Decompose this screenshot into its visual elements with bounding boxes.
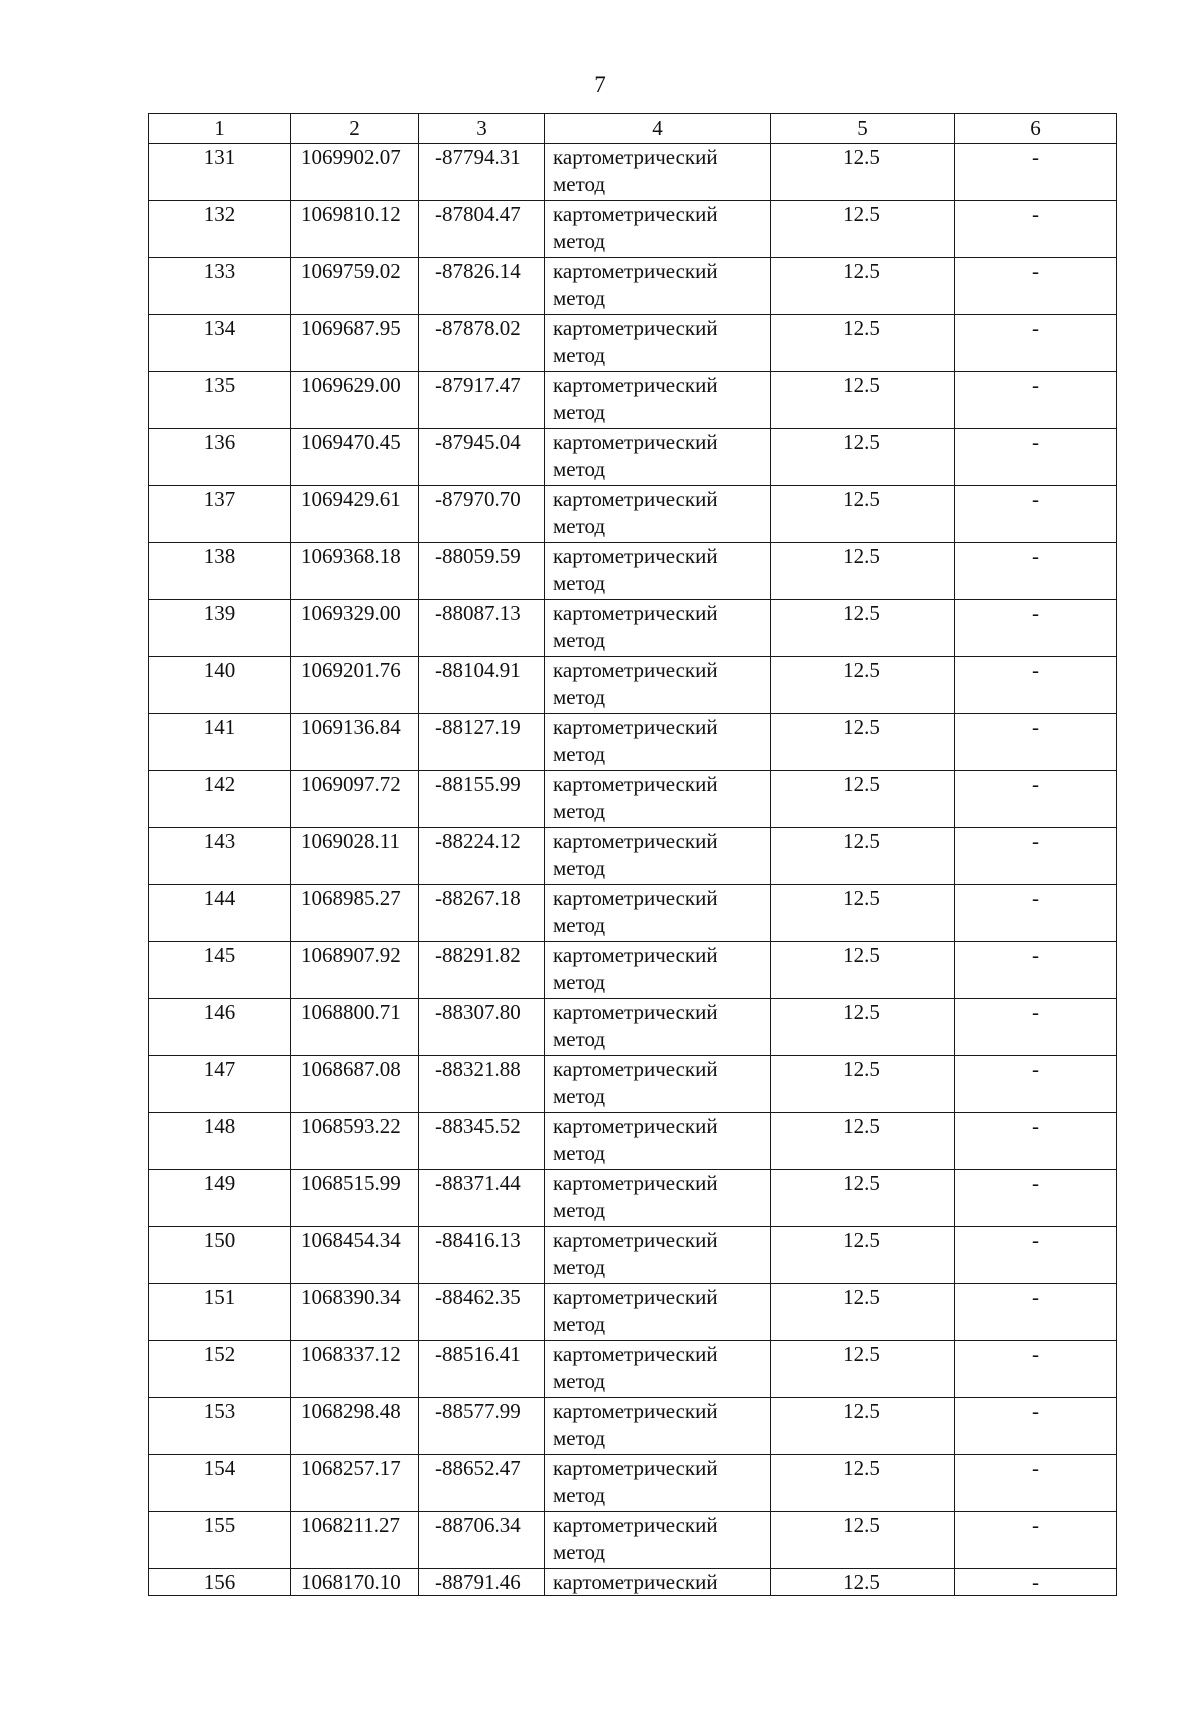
table-row (149, 543, 1117, 600)
accuracy-cell: 12.5 (771, 1341, 955, 1398)
accuracy-cell: 12.5 (771, 1512, 955, 1569)
point-number-cell: 131 (149, 144, 291, 201)
table-row (149, 828, 1117, 885)
method-cell: картометрический метод (545, 714, 771, 771)
x-coordinate-cell: 1069759.02 (291, 258, 419, 315)
table-row (149, 1398, 1117, 1455)
point-number-cell: 135 (149, 372, 291, 429)
note-cell: - (955, 885, 1117, 942)
table-row (149, 714, 1117, 771)
table-row (149, 1056, 1117, 1113)
accuracy-cell: 12.5 (771, 429, 955, 486)
accuracy-cell: 12.5 (771, 1398, 955, 1455)
y-coordinate-cell: -87804.47 (419, 201, 545, 258)
y-coordinate-cell: -88104.91 (419, 657, 545, 714)
x-coordinate-cell: 1068170.10 (291, 1569, 419, 1596)
accuracy-cell: 12.5 (771, 1227, 955, 1284)
table-header-row (149, 114, 1117, 144)
method-cell: картометрический метод (545, 1512, 771, 1569)
table-row (149, 1284, 1117, 1341)
table-row (149, 999, 1117, 1056)
x-coordinate-cell: 1068211.27 (291, 1512, 419, 1569)
method-cell: картометрический метод (545, 828, 771, 885)
x-coordinate-cell: 1068257.17 (291, 1455, 419, 1512)
y-coordinate-cell: -88706.34 (419, 1512, 545, 1569)
x-coordinate-cell: 1069629.00 (291, 372, 419, 429)
x-coordinate-cell: 1069097.72 (291, 771, 419, 828)
y-coordinate-cell: -87917.47 (419, 372, 545, 429)
x-coordinate-cell: 1068454.34 (291, 1227, 419, 1284)
note-cell: - (955, 1170, 1117, 1227)
method-cell: картометрический метод (545, 1455, 771, 1512)
x-coordinate-cell: 1069368.18 (291, 543, 419, 600)
table-row (149, 1455, 1117, 1512)
table-row (149, 372, 1117, 429)
table-row (149, 1569, 1117, 1596)
table-row (149, 885, 1117, 942)
column-header: 3 (419, 114, 545, 144)
x-coordinate-cell: 1069329.00 (291, 600, 419, 657)
note-cell: - (955, 543, 1117, 600)
column-header: 2 (291, 114, 419, 144)
note-cell: - (955, 258, 1117, 315)
table-row (149, 315, 1117, 372)
y-coordinate-cell: -88652.47 (419, 1455, 545, 1512)
accuracy-cell: 12.5 (771, 885, 955, 942)
note-cell: - (955, 771, 1117, 828)
y-coordinate-cell: -88577.99 (419, 1398, 545, 1455)
y-coordinate-cell: -87826.14 (419, 258, 545, 315)
accuracy-cell: 12.5 (771, 828, 955, 885)
table-row (149, 1512, 1117, 1569)
note-cell: - (955, 1284, 1117, 1341)
note-cell: - (955, 600, 1117, 657)
note-cell: - (955, 429, 1117, 486)
accuracy-cell: 12.5 (771, 144, 955, 201)
table-row (149, 429, 1117, 486)
column-header: 1 (149, 114, 291, 144)
table-row (149, 657, 1117, 714)
note-cell: - (955, 1398, 1117, 1455)
point-number-cell: 141 (149, 714, 291, 771)
method-cell: картометрический метод (545, 543, 771, 600)
method-cell: картометрический метод (545, 201, 771, 258)
point-number-cell: 139 (149, 600, 291, 657)
point-number-cell: 146 (149, 999, 291, 1056)
y-coordinate-cell: -88087.13 (419, 600, 545, 657)
y-coordinate-cell: -88155.99 (419, 771, 545, 828)
note-cell: - (955, 144, 1117, 201)
y-coordinate-cell: -88291.82 (419, 942, 545, 999)
coordinates-table (148, 113, 1117, 1596)
note-cell: - (955, 1455, 1117, 1512)
accuracy-cell: 12.5 (771, 600, 955, 657)
x-coordinate-cell: 1068985.27 (291, 885, 419, 942)
y-coordinate-cell: -87878.02 (419, 315, 545, 372)
method-cell: картометрический метод (545, 885, 771, 942)
x-coordinate-cell: 1068390.34 (291, 1284, 419, 1341)
point-number-cell: 155 (149, 1512, 291, 1569)
method-cell: картометрический метод (545, 144, 771, 201)
x-coordinate-cell: 1069136.84 (291, 714, 419, 771)
note-cell: - (955, 999, 1117, 1056)
x-coordinate-cell: 1068515.99 (291, 1170, 419, 1227)
y-coordinate-cell: -88321.88 (419, 1056, 545, 1113)
accuracy-cell: 12.5 (771, 1284, 955, 1341)
x-coordinate-cell: 1069687.95 (291, 315, 419, 372)
x-coordinate-cell: 1069810.12 (291, 201, 419, 258)
table-row (149, 201, 1117, 258)
method-cell: картометрический метод (545, 258, 771, 315)
note-cell: - (955, 372, 1117, 429)
table-row (149, 600, 1117, 657)
x-coordinate-cell: 1069470.45 (291, 429, 419, 486)
y-coordinate-cell: -88127.19 (419, 714, 545, 771)
point-number-cell: 156 (149, 1569, 291, 1596)
accuracy-cell: 12.5 (771, 1455, 955, 1512)
accuracy-cell: 12.5 (771, 1113, 955, 1170)
method-cell: картометрический метод (545, 372, 771, 429)
table-row (149, 486, 1117, 543)
y-coordinate-cell: -87970.70 (419, 486, 545, 543)
point-number-cell: 140 (149, 657, 291, 714)
note-cell: - (955, 486, 1117, 543)
method-cell: картометрический метод (545, 1284, 771, 1341)
accuracy-cell: 12.5 (771, 372, 955, 429)
method-cell: картометрический метод (545, 1398, 771, 1455)
point-number-cell: 144 (149, 885, 291, 942)
method-cell: картометрический метод (545, 600, 771, 657)
method-cell: картометрический (545, 1569, 771, 1596)
point-number-cell: 151 (149, 1284, 291, 1341)
x-coordinate-cell: 1068337.12 (291, 1341, 419, 1398)
note-cell: - (955, 942, 1117, 999)
accuracy-cell: 12.5 (771, 1170, 955, 1227)
accuracy-cell: 12.5 (771, 657, 955, 714)
method-cell: картометрический метод (545, 486, 771, 543)
point-number-cell: 142 (149, 771, 291, 828)
note-cell: - (955, 1569, 1117, 1596)
point-number-cell: 137 (149, 486, 291, 543)
accuracy-cell: 12.5 (771, 942, 955, 999)
point-number-cell: 152 (149, 1341, 291, 1398)
column-header: 6 (955, 114, 1117, 144)
accuracy-cell: 12.5 (771, 201, 955, 258)
note-cell: - (955, 1056, 1117, 1113)
y-coordinate-cell: -88791.46 (419, 1569, 545, 1596)
page-number: 7 (594, 72, 606, 97)
point-number-cell: 147 (149, 1056, 291, 1113)
method-cell: картометрический метод (545, 429, 771, 486)
method-cell: картометрический метод (545, 315, 771, 372)
method-cell: картометрический метод (545, 1113, 771, 1170)
x-coordinate-cell: 1068593.22 (291, 1113, 419, 1170)
note-cell: - (955, 1341, 1117, 1398)
note-cell: - (955, 828, 1117, 885)
point-number-cell: 154 (149, 1455, 291, 1512)
accuracy-cell: 12.5 (771, 999, 955, 1056)
note-cell: - (955, 1113, 1117, 1170)
note-cell: - (955, 315, 1117, 372)
point-number-cell: 143 (149, 828, 291, 885)
x-coordinate-cell: 1069429.61 (291, 486, 419, 543)
accuracy-cell: 12.5 (771, 1056, 955, 1113)
method-cell: картометрический метод (545, 942, 771, 999)
method-cell: картометрический метод (545, 999, 771, 1056)
point-number-cell: 145 (149, 942, 291, 999)
accuracy-cell: 12.5 (771, 771, 955, 828)
accuracy-cell: 12.5 (771, 1569, 955, 1596)
note-cell: - (955, 1512, 1117, 1569)
x-coordinate-cell: 1068800.71 (291, 999, 419, 1056)
y-coordinate-cell: -88267.18 (419, 885, 545, 942)
point-number-cell: 134 (149, 315, 291, 372)
table-row (149, 771, 1117, 828)
point-number-cell: 149 (149, 1170, 291, 1227)
table-row (149, 1113, 1117, 1170)
table-row (149, 144, 1117, 201)
y-coordinate-cell: -88516.41 (419, 1341, 545, 1398)
x-coordinate-cell: 1069902.07 (291, 144, 419, 201)
table-row (149, 1227, 1117, 1284)
x-coordinate-cell: 1068907.92 (291, 942, 419, 999)
method-cell: картометрический метод (545, 1170, 771, 1227)
table-body (149, 144, 1117, 1596)
method-cell: картометрический метод (545, 1056, 771, 1113)
column-header: 5 (771, 114, 955, 144)
note-cell: - (955, 714, 1117, 771)
method-cell: картометрический метод (545, 1341, 771, 1398)
accuracy-cell: 12.5 (771, 315, 955, 372)
point-number-cell: 136 (149, 429, 291, 486)
y-coordinate-cell: -88416.13 (419, 1227, 545, 1284)
note-cell: - (955, 201, 1117, 258)
point-number-cell: 153 (149, 1398, 291, 1455)
y-coordinate-cell: -88059.59 (419, 543, 545, 600)
table-row (149, 942, 1117, 999)
point-number-cell: 150 (149, 1227, 291, 1284)
point-number-cell: 148 (149, 1113, 291, 1170)
x-coordinate-cell: 1068298.48 (291, 1398, 419, 1455)
accuracy-cell: 12.5 (771, 486, 955, 543)
method-cell: картометрический метод (545, 657, 771, 714)
x-coordinate-cell: 1069201.76 (291, 657, 419, 714)
note-cell: - (955, 657, 1117, 714)
y-coordinate-cell: -88462.35 (419, 1284, 545, 1341)
y-coordinate-cell: -88224.12 (419, 828, 545, 885)
y-coordinate-cell: -88371.44 (419, 1170, 545, 1227)
x-coordinate-cell: 1068687.08 (291, 1056, 419, 1113)
y-coordinate-cell: -88307.80 (419, 999, 545, 1056)
table-row (149, 258, 1117, 315)
y-coordinate-cell: -88345.52 (419, 1113, 545, 1170)
point-number-cell: 138 (149, 543, 291, 600)
y-coordinate-cell: -87945.04 (419, 429, 545, 486)
table-row (149, 1341, 1117, 1398)
accuracy-cell: 12.5 (771, 258, 955, 315)
point-number-cell: 132 (149, 201, 291, 258)
table-row (149, 1170, 1117, 1227)
accuracy-cell: 12.5 (771, 714, 955, 771)
accuracy-cell: 12.5 (771, 543, 955, 600)
column-header: 4 (545, 114, 771, 144)
point-number-cell: 133 (149, 258, 291, 315)
y-coordinate-cell: -87794.31 (419, 144, 545, 201)
method-cell: картометрический метод (545, 771, 771, 828)
x-coordinate-cell: 1069028.11 (291, 828, 419, 885)
method-cell: картометрический метод (545, 1227, 771, 1284)
note-cell: - (955, 1227, 1117, 1284)
